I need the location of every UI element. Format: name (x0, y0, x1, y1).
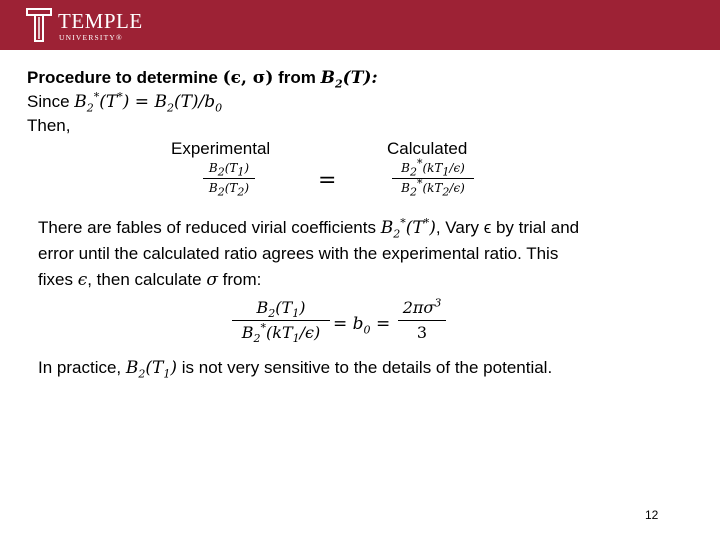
heading-from: from (278, 68, 316, 87)
logo-wordmark: TEMPLE (58, 9, 143, 33)
temple-logo (26, 8, 166, 46)
heading-arg: (T): (342, 68, 378, 88)
heading-params: (ϵ, σ) (222, 68, 274, 88)
experimental-label: Experimental (171, 139, 271, 158)
then-line: Then, (27, 116, 71, 135)
logo-subtitle: UNIVERSITY® (59, 33, 123, 42)
slide-heading (27, 66, 707, 90)
paragraph-line-1: There are fables of reduced virial coefficients $B_2^*(T^*)$, Vary ϵ by trial and (38, 216, 580, 241)
sigma-ratio: $B_2(T_1)$ $B_2^*(kT_1/\epsilon)$ (232, 297, 330, 344)
experimental-ratio: $B_2(T_1)$ $B_2(T_2)$ (203, 160, 255, 197)
since-line (27, 90, 707, 114)
calculated-label: Calculated (387, 139, 468, 158)
slide-header-bar (0, 0, 720, 50)
since-equation: $B_2^*(T^*) = B_2(T)/b_0$ (74, 90, 223, 115)
temple-t-icon (26, 8, 52, 42)
heading-fn: $B_2$ (320, 68, 343, 91)
paragraph-virial (38, 215, 698, 293)
heading-text: Procedure to determine (27, 68, 218, 87)
paragraph-line-2: error until the calculated ratio agrees with the experimental ratio. This (38, 244, 559, 263)
slide-body (27, 66, 707, 137)
since-label: Since (27, 92, 70, 111)
calculated-ratio: $B_2^*(kT_1/\epsilon)$ $B_2^*(kT_2/\epsilon)$ (392, 160, 474, 197)
practice-line: In practice, $B_2(T_1)$ is not very sensitive to the details of the potential. (38, 358, 553, 381)
paragraph-line-3: fixes ϵ, then calculate σ from: (38, 270, 262, 290)
equals-sign: = (318, 168, 337, 193)
page-number: 12 (645, 508, 659, 522)
equals-b0: = $b_0$ = (333, 314, 391, 337)
sigma-formula: $2\pi\sigma^3$ 3 (398, 297, 446, 344)
